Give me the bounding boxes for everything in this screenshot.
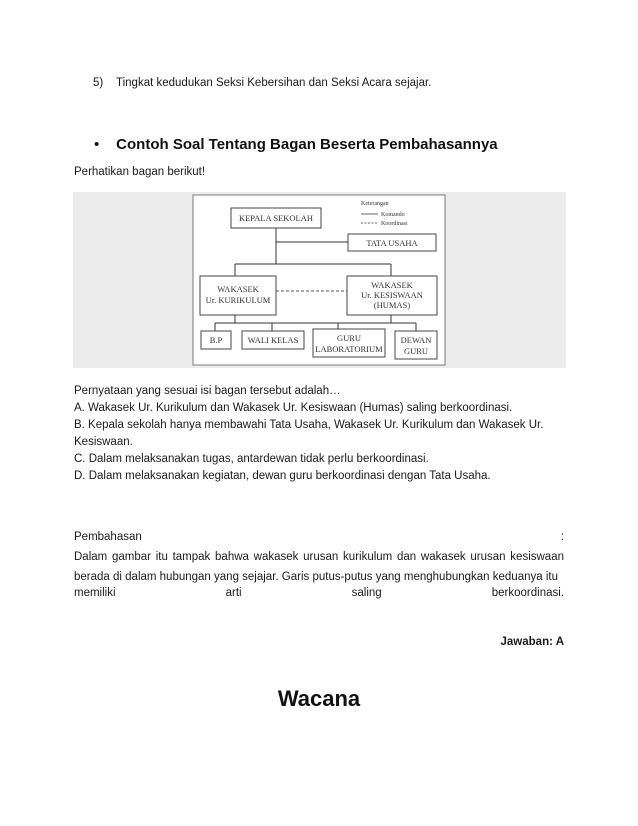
svg-text:WAKASEK: WAKASEK xyxy=(217,284,259,294)
svg-text:(HUMAS): (HUMAS) xyxy=(373,300,411,310)
word: berkoordinasi. xyxy=(491,587,564,599)
word: arti xyxy=(225,587,242,599)
option-b-continued: Kesiswaan. xyxy=(74,436,133,448)
svg-text:Keterangan: Keterangan xyxy=(361,201,389,207)
svg-text:TATA USAHA: TATA USAHA xyxy=(366,238,418,248)
svg-text:LABORATORIUM: LABORATORIUM xyxy=(315,344,383,354)
option-c: C. Dalam melaksanakan tugas, antardewan tidak perlu berkoordinasi. xyxy=(74,453,429,465)
svg-text:GURU: GURU xyxy=(403,346,429,356)
option-d: D. Dalam melaksanakan kegiatan, dewan guru berkoordinasi dengan Tata Usaha. xyxy=(74,470,491,482)
bullet-icon: • xyxy=(94,136,100,153)
question-stem: Pernyataan yang sesuai isi bagan tersebut adalah… xyxy=(74,385,341,397)
org-chart-figure xyxy=(73,192,566,368)
node-tata-usaha xyxy=(348,234,436,251)
answer-key: Jawaban: A xyxy=(500,636,564,648)
pembahasan-body: Dalam gambar itu tampak bahwa wakasek urusan kurikulum dan wakasek urusan kesiswaan berada di dalam hubungan yang sejajar. Garis putus-putus yang menghubungkan keduanya itu xyxy=(74,551,564,583)
word: memiliki xyxy=(74,587,116,599)
svg-text:Koordinasi: Koordinasi xyxy=(381,221,408,227)
svg-text:DEWAN: DEWAN xyxy=(400,335,432,345)
list-text: Tingkat kedudukan Seksi Kebersihan dan Seksi Acara sejajar. xyxy=(116,77,432,89)
pembahasan-label: Pembahasan xyxy=(74,531,142,543)
svg-text:Komando: Komando xyxy=(381,212,405,218)
section-heading xyxy=(94,136,498,153)
pembahasan-label-row xyxy=(74,529,564,546)
svg-text:GURU: GURU xyxy=(336,333,362,343)
svg-text:WAKASEK: WAKASEK xyxy=(371,280,413,290)
section-heading-text: Contoh Soal Tentang Bagan Beserta Pembahasannya xyxy=(116,136,498,153)
node-wakasek-kesiswaan xyxy=(347,276,437,315)
svg-text:KEPALA SEKOLAH: KEPALA SEKOLAH xyxy=(238,213,314,223)
node-wali-kelas xyxy=(242,331,304,349)
list-number: 5) xyxy=(93,77,104,89)
intro-text: Perhatikan bagan berikut! xyxy=(74,166,206,178)
svg-text:B.P: B.P xyxy=(209,335,223,345)
question-block xyxy=(74,383,574,485)
node-guru-laboratorium xyxy=(313,329,385,357)
node-bp xyxy=(201,331,231,349)
node-kepala-sekolah xyxy=(231,208,321,228)
option-b: B. Kepala sekolah hanya membawahi Tata Usaha, Wakasek Ur. Kurikulum dan Wakasek Ur. xyxy=(74,419,544,431)
svg-text:WALI KELAS: WALI KELAS xyxy=(247,335,299,345)
node-wakasek-kurikulum xyxy=(200,276,276,315)
next-section-heading: Wacana xyxy=(277,686,361,711)
svg-text:Ur. KURIKULUM: Ur. KURIKULUM xyxy=(205,295,271,305)
svg-text:Ur. KESISWAAN: Ur. KESISWAAN xyxy=(361,290,423,300)
pembahasan-colon: : xyxy=(560,531,564,543)
org-chart xyxy=(73,192,566,368)
option-a: A. Wakasek Ur. Kurikulum dan Wakasek Ur. Kesiswaan (Humas) saling berkoordinasi. xyxy=(74,402,513,414)
pembahasan-last-line xyxy=(74,587,564,599)
list-item-5 xyxy=(93,75,431,92)
word: saling xyxy=(351,587,382,599)
node-dewan-guru xyxy=(395,331,437,359)
